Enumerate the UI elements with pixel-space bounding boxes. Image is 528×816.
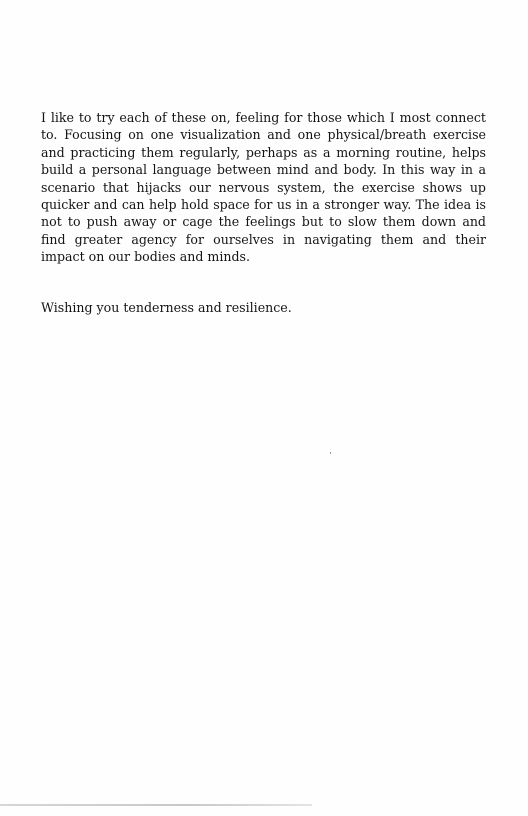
body-paragraph: I like to try each of these on, feeling for those which I most connect to. Focusing on one visualization and one physical/breath exercise and practicing them regularly, perhaps as a morning routine, helps build a personal language between mind and body. In this way in a scenario that hijacks our nervous system, the exercise shows up quicker and can help hold space for us in a stronger way. The idea is not to push away or cage the feelings but to slow them down and find greater agency for ourselves in navigating them and their impact on our bodies and minds. <box>41 110 486 265</box>
closing-line: Wishing you tenderness and resilience. <box>41 300 292 315</box>
scan-bottom-edge <box>0 804 312 806</box>
scan-speck <box>330 452 331 454</box>
